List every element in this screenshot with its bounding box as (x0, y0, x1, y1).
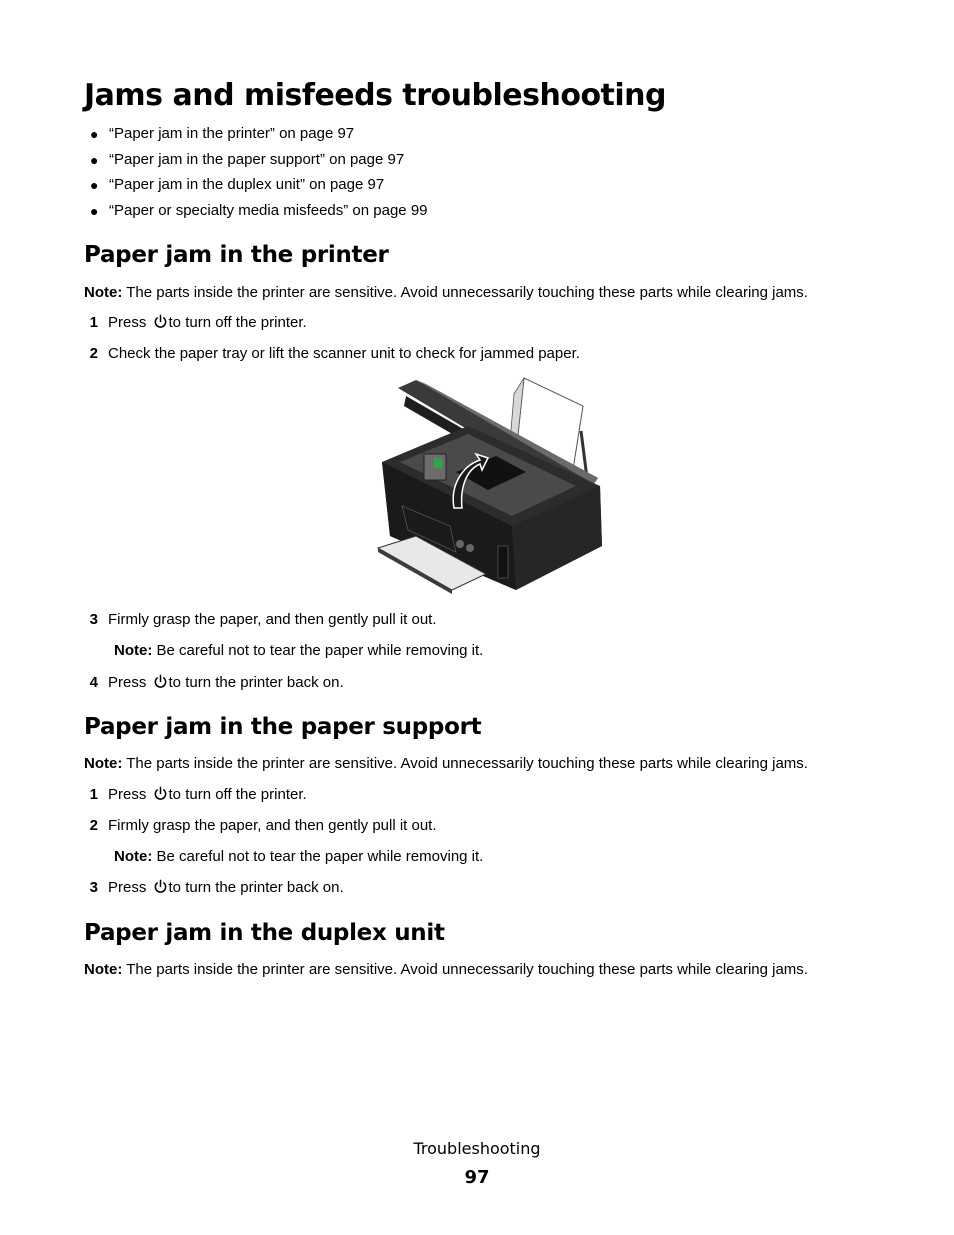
note-label: Note: (114, 848, 153, 865)
step-number: 1 (89, 314, 98, 331)
step-number: 3 (89, 879, 98, 896)
toc-item[interactable] (90, 124, 428, 150)
note-text: The parts inside the printer are sensitive. Avoid unnecessarily touching these parts while clearing jams. (122, 284, 808, 301)
note-text: The parts inside the printer are sensitive. Avoid unnecessarily touching these parts while clearing jams. (122, 755, 808, 772)
power-icon (153, 879, 168, 894)
step-text: Press (108, 674, 151, 691)
section-heading-support: Paper jam in the paper support (84, 714, 482, 740)
step-text: Firmly grasp the paper, and then gently pull it out. (108, 611, 437, 628)
toc-link[interactable]: “Paper jam in the paper support” on page 97 (109, 150, 405, 168)
power-icon (153, 786, 168, 801)
toc-link[interactable]: “Paper jam in the printer” on page 97 (109, 125, 355, 142)
bullet-icon: ● (90, 177, 99, 193)
note-text: Be careful not to tear the paper while removing it. (152, 642, 484, 659)
step-note (114, 641, 483, 661)
section-heading-printer: Paper jam in the printer (84, 242, 389, 268)
toc-item[interactable] (90, 175, 428, 201)
step-number: 3 (89, 611, 98, 628)
step-number: 2 (89, 817, 98, 834)
bullet-icon: ● (90, 151, 99, 168)
section-note-duplex (84, 960, 808, 980)
note-text: Be careful not to tear the paper while removing it. (152, 848, 484, 865)
step-text: Check the paper tray or lift the scanner unit to check for jammed paper. (108, 345, 580, 362)
toc-link[interactable]: “Paper or specialty media misfeeds” on page 99 (109, 201, 428, 219)
step-note (114, 847, 483, 867)
section-note-support (84, 754, 808, 774)
step-text: Press (108, 879, 151, 896)
power-icon (153, 674, 168, 689)
toc-item[interactable] (90, 201, 428, 227)
note-label: Note: (114, 642, 153, 659)
toc-item[interactable] (90, 150, 428, 176)
note-label: Note: (84, 755, 123, 772)
printer-illustration (376, 376, 604, 594)
step-item (84, 785, 307, 805)
step-number: 2 (89, 345, 98, 362)
step-text: to turn off the printer. (168, 786, 307, 803)
note-text: The parts inside the printer are sensitive. Avoid unnecessarily touching these parts while clearing jams. (122, 961, 808, 978)
step-item (84, 673, 344, 693)
step-number: 4 (89, 674, 98, 691)
step-text: Press (108, 786, 151, 803)
note-label: Note: (84, 961, 123, 978)
bullet-icon: ● (90, 202, 99, 219)
step-text: to turn the printer back on. (168, 674, 344, 691)
toc-link[interactable]: “Paper jam in the duplex unit” on page 97 (109, 176, 385, 193)
page-title: Jams and misfeeds troubleshooting (84, 78, 667, 113)
step-item (84, 610, 437, 630)
section-heading-duplex: Paper jam in the duplex unit (84, 920, 445, 946)
step-item (84, 313, 307, 333)
step-item (84, 344, 580, 364)
footer-page-number: 97 (464, 1167, 490, 1188)
step-item (84, 878, 344, 898)
step-number: 1 (89, 786, 98, 803)
step-text: Firmly grasp the paper, and then gently pull it out. (108, 817, 437, 834)
step-text: to turn off the printer. (168, 314, 307, 331)
note-label: Note: (84, 284, 123, 301)
step-text: Press (108, 314, 151, 331)
step-item (84, 816, 437, 836)
step-text: to turn the printer back on. (168, 879, 344, 896)
power-icon (153, 314, 168, 329)
footer-section-label: Troubleshooting (413, 1139, 541, 1158)
toc-list (90, 124, 428, 226)
bullet-icon: ● (90, 126, 99, 142)
section-note-printer (84, 283, 808, 303)
